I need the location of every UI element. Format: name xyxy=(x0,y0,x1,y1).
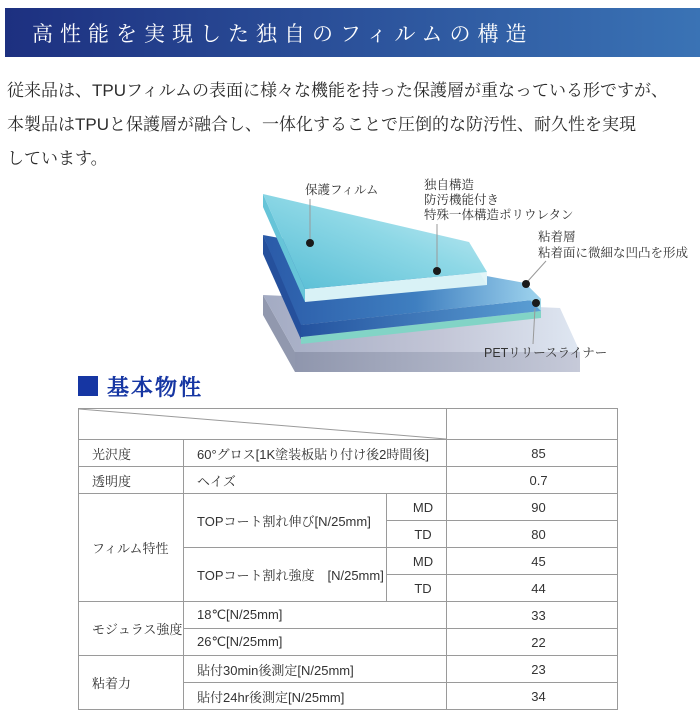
elongation-md-dir: MD xyxy=(387,494,447,521)
adhesion-24hr-value: 34 xyxy=(447,683,618,710)
page-title: 高性能を実現した独自のフィルムの構造 xyxy=(32,21,534,46)
liner-label: PETリリースライナー xyxy=(484,346,608,360)
strength-td-dir: TD xyxy=(387,575,447,602)
structure-dot xyxy=(433,267,441,275)
intro-line-2: 本製品はTPUと保護層が融合し、一体化することで圧倒的な防汚性、耐久性を実現 xyxy=(7,115,636,134)
modulus-26-value: 22 xyxy=(447,629,618,656)
title-band xyxy=(5,8,700,57)
strength-md-value: 45 xyxy=(447,548,618,575)
film-label: 保護フィルム xyxy=(305,183,379,197)
haze-test: ヘイズ xyxy=(184,467,447,494)
modulus-26-test: 26℃[N/25mm] xyxy=(184,629,447,656)
blue-square-icon xyxy=(78,376,98,396)
adhesion-30min-test: 貼付30min後測定[N/25mm] xyxy=(184,656,447,683)
modulus-18-value: 33 xyxy=(447,602,618,629)
elongation-md-value: 90 xyxy=(447,494,618,521)
gloss-value: 85 xyxy=(447,440,618,467)
gloss-test: 60°グロス[1K塗装板貼り付け後2時間後] xyxy=(184,440,447,467)
table-row-adhesion-30min xyxy=(79,656,618,683)
elongation-test: TOPコート割れ伸び[N/25mm] xyxy=(184,494,387,548)
haze-category: 透明度 xyxy=(79,467,184,494)
table-header-row xyxy=(79,409,618,440)
liner-dot xyxy=(532,299,540,307)
diagonal-line xyxy=(79,409,446,439)
adhesion-category: 粘着力 xyxy=(79,656,184,710)
section-heading xyxy=(78,371,203,401)
table-row-haze xyxy=(79,467,618,494)
modulus-category: モジュラス強度 xyxy=(79,602,184,656)
intro-line-1: 従来品は、TPUフィルムの表面に様々な機能を持った保護層が重なっている形ですが、 xyxy=(7,81,668,100)
haze-value: 0.7 xyxy=(447,467,618,494)
adhesive-label-line1: 粘着層 xyxy=(538,230,576,244)
table-row-modulus-18 xyxy=(79,602,618,629)
intro-line-3: しています。 xyxy=(7,149,108,168)
strength-td-value: 44 xyxy=(447,575,618,602)
gloss-category: 光沢度 xyxy=(79,440,184,467)
structure-label-line2: 防汚機能付き xyxy=(424,193,500,207)
strength-md-dir: MD xyxy=(387,548,447,575)
table-row-gloss xyxy=(79,440,618,467)
intro-paragraph xyxy=(7,74,695,176)
diagonal-header-cell xyxy=(79,409,447,440)
modulus-18-test: 18℃[N/25mm] xyxy=(184,602,447,629)
adhesive-leader-line xyxy=(528,261,546,281)
structure-label-line3: 特殊一体構造ポリウレタン xyxy=(424,208,574,222)
elongation-td-dir: TD xyxy=(387,521,447,548)
adhesive-label-group xyxy=(522,229,689,288)
elongation-td-value: 80 xyxy=(447,521,618,548)
structure-label-line1: 独自構造 xyxy=(424,178,475,192)
film-category: フィルム特性 xyxy=(79,494,184,602)
table-row-elongation-md xyxy=(79,494,618,521)
strength-test: TOPコート割れ強度 [N/25mm] xyxy=(184,548,387,602)
adhesion-30min-value: 23 xyxy=(447,656,618,683)
section-title: 基本物性 xyxy=(107,374,204,400)
adhesion-24hr-test: 貼付24hr後測定[N/25mm] xyxy=(184,683,447,710)
basic-properties-table xyxy=(78,408,618,710)
product-header-cell: ECHELON Headlight PPF xyxy=(447,409,618,440)
adhesive-label-line2: 粘着面に微細な凹凸を形成 xyxy=(538,246,689,260)
film-structure-diagram xyxy=(0,168,700,380)
adhesive-dot xyxy=(522,280,530,288)
film-dot xyxy=(306,239,314,247)
